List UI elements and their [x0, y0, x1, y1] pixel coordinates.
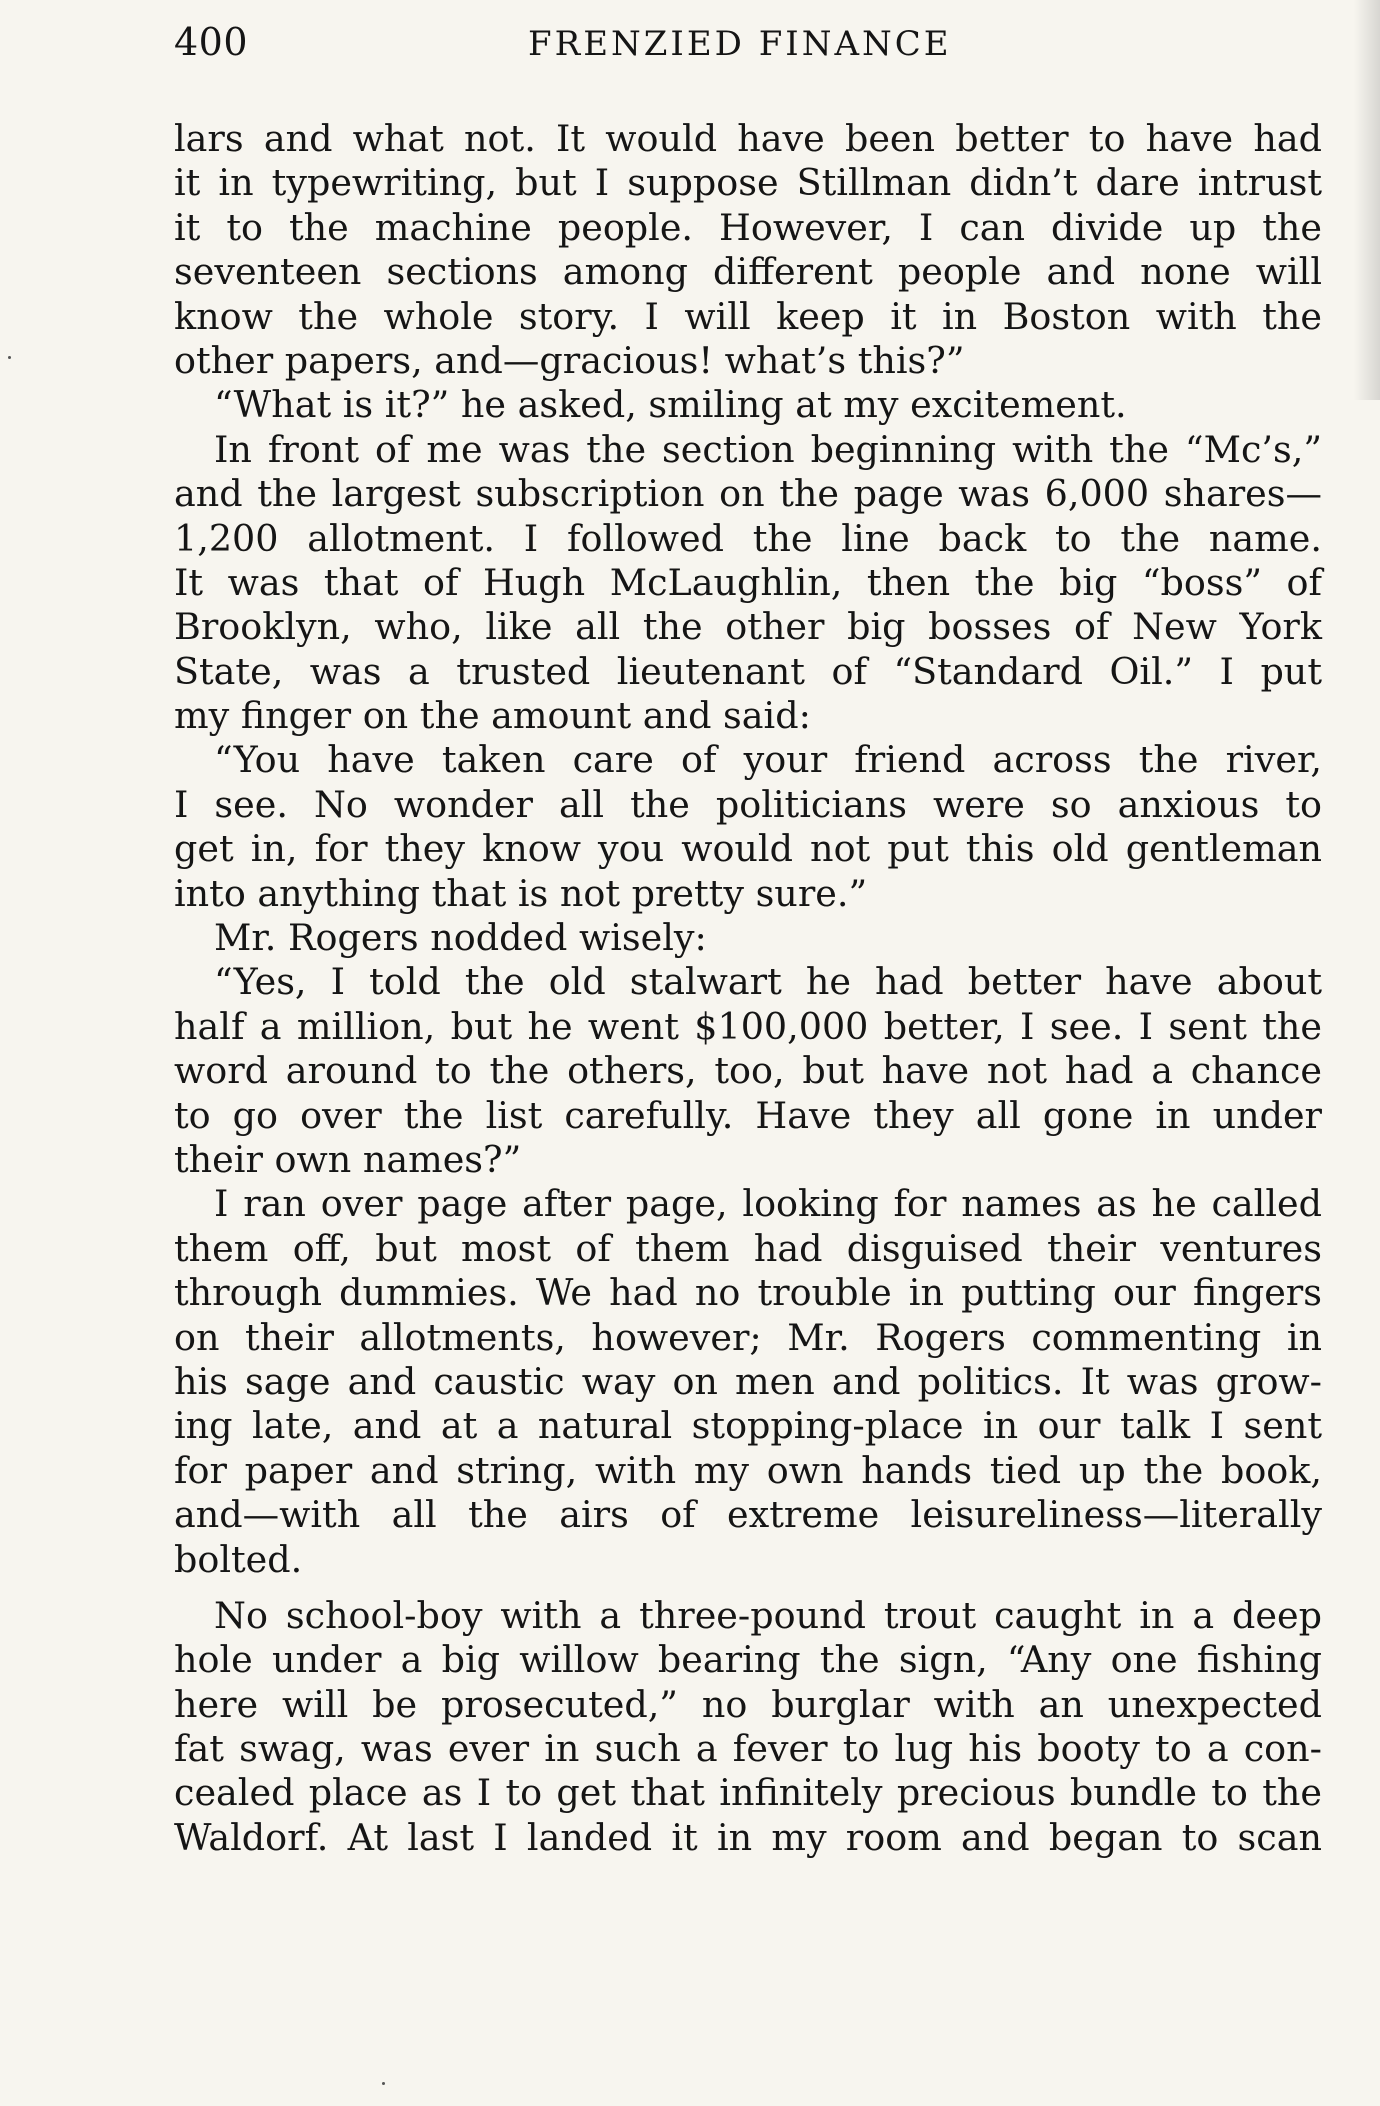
paragraph [174, 1182, 1322, 1582]
text-line: them off, but most of them had disguised their ventures [174, 1226, 1322, 1270]
text-line: 1,200 allotment. I followed the line back to the name. [174, 516, 1322, 560]
text-line: “You have taken care of your friend across the river, [214, 738, 1322, 782]
text-line: bolted. [174, 1537, 303, 1581]
paragraph-gap [174, 1582, 1322, 1594]
text-line: my finger on the amount and said: [174, 694, 811, 738]
text-line: I see. No wonder all the politicians were so anxious to [174, 782, 1322, 826]
paragraph [174, 383, 1322, 427]
text-line: Mr. Rogers nodded wisely: [214, 916, 707, 960]
text-line: In front of me was the section beginning with the “Mc’s,” [214, 427, 1322, 471]
page-header [174, 20, 1314, 80]
page-speck [8, 356, 11, 359]
text-line: “Yes, I told the old stalwart he had better have about [214, 960, 1322, 1004]
text-line: ing late, and at a natural stopping-place in our talk I sent [174, 1404, 1322, 1448]
text-line: and—with all the airs of extreme leisureliness—literally [174, 1493, 1322, 1537]
text-line: half a million, but he went $100,000 better, I see. I sent the [174, 1004, 1322, 1048]
text-line: word around to the others, too, but have not had a chance [174, 1049, 1322, 1093]
text-line: lars and what not. It would have been better to have had [174, 117, 1322, 160]
text-line: know the whole story. I will keep it in Boston with the [174, 294, 1322, 338]
text-line: for paper and string, with my own hands tied up the book, [174, 1448, 1322, 1492]
text-line: “What is it?” he asked, smiling at my excitement. [214, 383, 1127, 427]
text-line: seventeen sections among different people and none will [174, 250, 1322, 294]
paragraph [174, 1594, 1322, 1860]
text-line: it in typewriting, but I suppose Stillman didn’t dare intrust [174, 161, 1322, 205]
text-line: Waldorf. At last I landed it in my room and began to scan [174, 1815, 1322, 1859]
text-line: It was that of Hugh McLaughlin, then the big “boss” of [174, 560, 1322, 604]
text-line: into anything that is not pretty sure.” [174, 871, 868, 915]
text-body [174, 117, 1322, 1860]
text-line: get in, for they know you would not put this old gentleman [174, 827, 1322, 871]
text-line: it to the machine people. However, I can divide up the [174, 205, 1322, 249]
text-line: on their allotments, however; Mr. Rogers commenting in [174, 1315, 1322, 1359]
text-line: State, was a trusted lieutenant of “Standard Oil.” I put [174, 649, 1322, 693]
text-line: I ran over page after page, looking for names as he called [214, 1182, 1322, 1226]
text-line: No school-boy with a three-pound trout caught in a deep [214, 1593, 1322, 1637]
text-line: Brooklyn, who, like all the other big bosses of New York [174, 605, 1322, 649]
paragraph [174, 428, 1322, 739]
text-line: to go over the list carefully. Have they all gone in under [174, 1093, 1322, 1137]
text-line: cealed place as I to get that infinitely precious bundle to the [174, 1771, 1322, 1815]
running-head: FRENZIED FINANCE [528, 24, 952, 64]
page-edge-shadow [1354, 0, 1380, 400]
text-line: other papers, and—gracious! what’s this?” [174, 338, 965, 382]
text-line: through dummies. We had no trouble in putting our fingers [174, 1271, 1322, 1315]
text-line: and the largest subscription on the page was 6,000 shares— [174, 472, 1322, 516]
text-line: fat swag, was ever in such a fever to lug his booty to a con- [174, 1727, 1322, 1771]
page-number: 400 [174, 20, 249, 64]
paragraph [174, 738, 1322, 916]
text-line: hole under a big willow bearing the sign, “Any one fishing [174, 1638, 1322, 1682]
page-speck [382, 2082, 385, 2085]
paragraph [174, 117, 1322, 383]
paragraph [174, 960, 1322, 1182]
text-line: here will be prosecuted,” no burglar with an unexpected [174, 1682, 1322, 1726]
text-line: his sage and caustic way on men and politics. It was grow- [174, 1359, 1322, 1403]
paragraph [174, 916, 1322, 960]
text-line: their own names?” [174, 1137, 522, 1181]
